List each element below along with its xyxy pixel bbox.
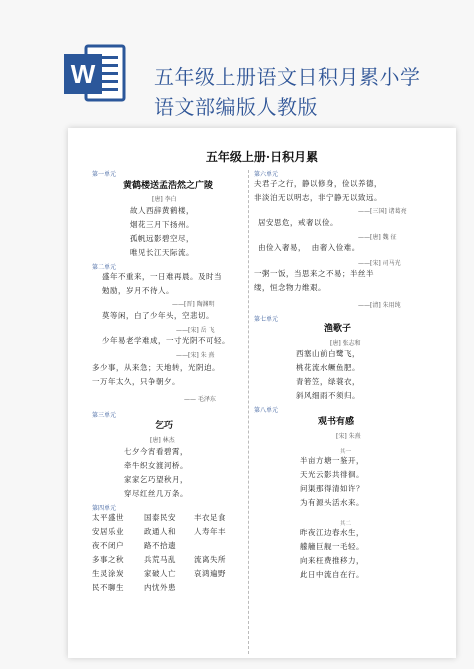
poem-verse-yugezi: 西塞山前白鹭飞， 桃花流水鳜鱼肥。 青箬笠，绿蓑衣， 斜风细雨不须归。 <box>296 349 360 400</box>
quote-maozedong: 多少事，从来急；天地转，光阴迫。 一万年太久，只争朝夕。 <box>92 363 220 386</box>
attrib-maozedong: —— 毛泽东 <box>184 396 216 403</box>
attrib-simaguang: ——[宋] 司马光 <box>358 260 401 267</box>
poem-verse-guanshu-1: 半亩方塘一鉴开， 天光云影共徘徊。 问渠那得清如许？ 为有源头活水来。 <box>300 456 364 507</box>
poem-title-yugezi: 渔歌子 <box>324 324 352 334</box>
attrib-zhugeliang: ——[三国] 诸葛亮 <box>358 208 407 215</box>
unit-label-8: 第八单元 <box>254 407 279 414</box>
poem-verse-huanghelou: 故人西辞黄鹤楼， 烟花三月下扬州。 孤帆远影碧空尽， 唯见长江天际流。 <box>130 206 194 257</box>
attrib-zhuyongchun: ——[清] 朱用纯 <box>358 302 401 309</box>
unit-label-7: 第七单元 <box>254 316 279 323</box>
document-title: 五年级上册·日积月累 <box>205 150 319 164</box>
idiom-column-1: 太平盛世 安居乐业 夜不闭户 多事之秋 生灵涂炭 民不聊生 <box>92 513 124 592</box>
poem-verse-guanshu-2: 昨夜江边春水生， 艨艟巨舰一毛轻。 向来枉费推移力， 此日中流自在行。 <box>300 528 364 579</box>
word-icon-letter: W <box>70 59 96 89</box>
attrib-yuefei: ——[宋] 岳 飞 <box>176 327 215 334</box>
unit-label-3: 第三单元 <box>92 412 117 419</box>
poem-verse-qiqiao: 七夕今宵看碧霄， 牵牛织女渡河桥。 家家乞巧望秋月， 穿尽红丝几万条。 <box>124 447 188 498</box>
header-title-line2: 语文部编版人教版 <box>154 95 318 119</box>
poem-author-zhangzhihe: [唐] 张志和 <box>330 340 361 347</box>
poem-author-zhuxi: [宋] 朱熹 <box>336 433 361 440</box>
attrib-weizheng: ——[唐] 魏 征 <box>358 234 397 241</box>
quote-simaguang: 由俭入奢易， 由奢入俭难。 <box>258 243 360 252</box>
attrib-taoyuanming: ——[晋] 陶渊明 <box>172 301 215 308</box>
poem-author-libai: [唐] 李白 <box>152 196 177 203</box>
idiom-column-3: 丰衣足食 人寿年丰 流离失所 哀鸿遍野 <box>194 513 226 578</box>
poem-author-linjie: [唐] 林杰 <box>150 437 175 444</box>
unit-label-1: 第一单元 <box>92 171 117 178</box>
poem-title-guanshuyougan: 观书有感 <box>318 417 355 427</box>
poem-subhead-2: 其二 <box>340 521 352 527</box>
page-header-title <box>154 62 454 122</box>
idiom-column-2: 国泰民安 政通人和 路不拾遗 兵荒马乱 家破人亡 内忧外患 <box>144 513 176 592</box>
quote-taoyuanming: 盛年不重来，一日难再晨。及时当 勉励，岁月不待人。 <box>102 272 222 295</box>
unit-label-6: 第六单元 <box>254 171 279 178</box>
header-title-line1: 五年级上册语文日积月累小学 <box>154 65 421 89</box>
quote-weizheng: 居安思危，戒奢以俭。 <box>258 218 338 227</box>
poem-subhead-1: 其一 <box>340 449 352 455</box>
poem-title-huanghelou: 黄鹤楼送孟浩然之广陵 <box>123 181 214 191</box>
quote-zhuyongchun: 一粥一饭，当思来之不易；半丝半 缕，恒念物力维艰。 <box>254 269 374 292</box>
quote-zhugeliang: 夫君子之行，静以修身，俭以养德， 非淡泊无以明志，非宁静无以致远。 <box>254 179 382 202</box>
unit-label-2: 第二单元 <box>92 264 117 271</box>
column-divider <box>248 170 249 654</box>
document-page <box>68 128 456 658</box>
unit-label-4: 第四单元 <box>92 505 117 512</box>
poem-title-qiqiao: 乞巧 <box>155 421 174 431</box>
quote-zhuxi: 少年易老学难成，一寸光阴不可轻。 <box>102 336 230 345</box>
attrib-zhuxi: ——[宋] 朱 熹 <box>176 352 215 359</box>
word-icon <box>60 40 128 108</box>
quote-yuefei: 莫等闲，白了少年头，空悲切。 <box>102 311 214 320</box>
